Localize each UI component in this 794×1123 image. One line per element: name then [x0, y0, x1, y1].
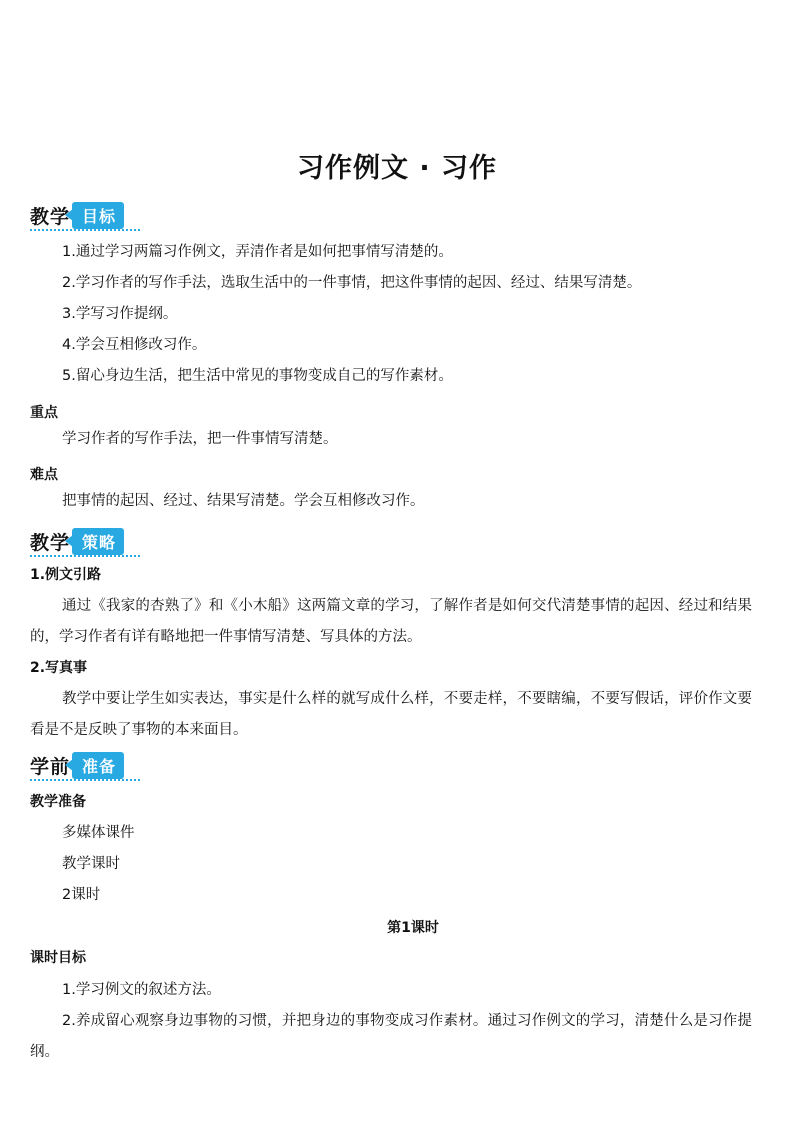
section-header-tag: 目标 [72, 202, 124, 229]
prep-item: 多媒体课件 [62, 825, 135, 841]
section-underline [30, 776, 140, 781]
section-header-prep [30, 751, 124, 779]
section-header-prefix: 学前 [30, 755, 71, 778]
strategy-paragraph: 教学中要让学生如实表达，事实是什么样的就写成什么样，不要走样，不要瞎编，不要写假话，评价作文要看是不是反映了事物的本来面目。 [30, 691, 752, 738]
goal-item: 2.学习作者的写作手法，选取生活中的一件事情，把这件事情的起因、经过、结果写清楚。 [62, 275, 642, 291]
difficult-point-text: 把事情的起因、经过、结果写清楚。学会互相修改习作。 [62, 493, 425, 509]
lesson-goals-heading: 课时目标 [30, 950, 86, 966]
goal-item: 4.学会互相修改习作。 [62, 337, 207, 353]
section-underline [30, 226, 140, 231]
strategy-paragraph: 通过《我家的杏熟了》和《小木船》这两篇文章的学习，了解作者是如何交代清楚事情的起因、经过和结果的，学习作者有详有略地把一件事情写清楚、写具体的方法。 [30, 598, 752, 645]
lesson-goal-item: 2.养成留心观察身边事物的习惯，并把身边的事物变成习作素材。通过习作例文的学习，清楚什么是习作提纲。 [30, 1013, 752, 1060]
difficult-point-label: 难点 [30, 467, 58, 483]
prep-item: 教学课时 [62, 856, 120, 872]
section-header-prefix: 教学 [30, 531, 71, 554]
section-header-tag: 策略 [72, 528, 124, 555]
strategy-heading: 2.写真事 [30, 660, 88, 676]
section-header-strategy [30, 527, 124, 555]
section-header-goals [30, 201, 124, 229]
strategy-heading: 1.例文引路 [30, 567, 102, 583]
lesson-goal-item: 1.学习例文的叙述方法。 [62, 982, 221, 998]
goal-item: 3.学写习作提纲。 [62, 306, 178, 322]
key-point-text: 学习作者的写作手法，把一件事情写清楚。 [62, 431, 338, 447]
section-header-tag: 准备 [72, 752, 124, 779]
prep-heading: 教学准备 [30, 794, 86, 810]
key-point-label: 重点 [30, 405, 58, 421]
prep-item: 2课时 [62, 887, 101, 903]
section-underline [30, 552, 140, 557]
lesson-title: 第1课时 [387, 920, 439, 936]
goal-item: 1.通过学习两篇习作例文，弄清作者是如何把事情写清楚的。 [62, 244, 453, 260]
section-header-prefix: 教学 [30, 205, 71, 228]
page-title: 习作例文 · 习作 [296, 153, 498, 184]
goal-item: 5.留心身边生活，把生活中常见的事物变成自己的写作素材。 [62, 368, 453, 384]
